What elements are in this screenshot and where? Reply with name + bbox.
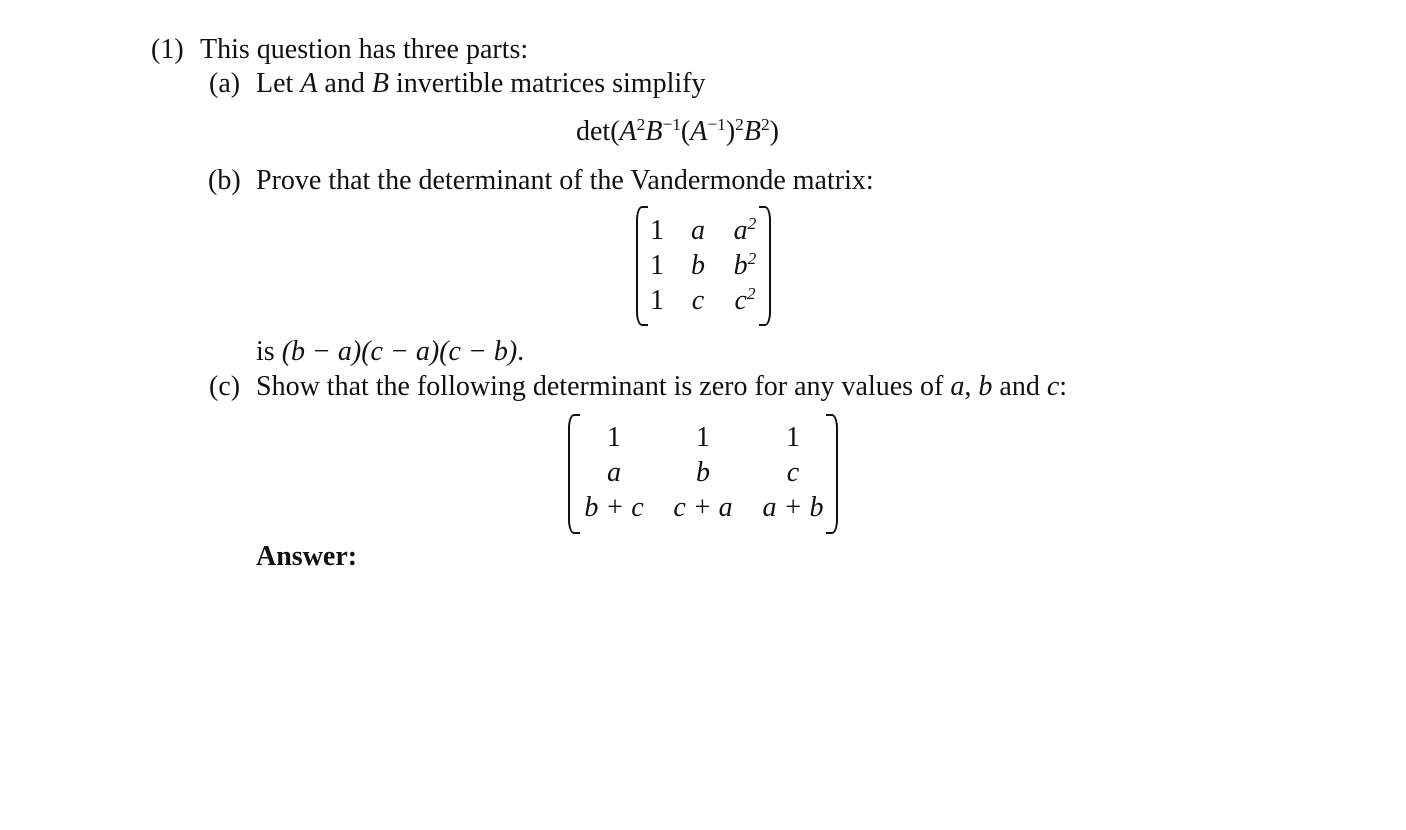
answer-label: Answer:: [256, 541, 358, 572]
matrix-cell: $c^2$: [734, 284, 756, 316]
part-c-text: Show that the following determinant is zero for any values of a, b and c:: [256, 371, 1068, 402]
matrix-cell: b + c: [584, 492, 644, 523]
part-b-label: (b): [208, 165, 241, 196]
zero-determinant-matrix: [568, 414, 838, 534]
part-b-result: is (b − a)(c − a)(c − b).: [256, 336, 525, 367]
matrix-cell: a: [691, 215, 705, 246]
matrix-cell: 1: [786, 422, 800, 453]
matrix-right-paren: [759, 206, 771, 326]
matrix-cell: 1: [696, 422, 710, 453]
matrix-cell: c + a: [673, 492, 733, 523]
matrix-cell: b: [696, 457, 710, 488]
matrix-cell: a: [607, 457, 621, 488]
matrix-cell: $b^2$: [733, 249, 757, 281]
matrix-cell: $a^2$: [733, 214, 757, 246]
part-a-text: Let A and B invertible matrices simplify: [256, 68, 706, 99]
matrix-cell: a + b: [762, 492, 824, 523]
matrix-cell: c: [786, 457, 800, 488]
matrix-cell: 1: [650, 215, 664, 246]
question-intro: This question has three parts:: [200, 34, 529, 65]
matrix-cell: 1: [607, 422, 621, 453]
part-b-text: Prove that the determinant of the Vandermonde matrix:: [256, 165, 874, 196]
matrix-left-paren: [568, 414, 580, 534]
question-number: (1): [151, 34, 184, 65]
matrix-cell: 1: [650, 285, 664, 316]
part-a-label: (a): [209, 68, 241, 99]
matrix-cell: 1: [650, 250, 664, 281]
part-a-expression: $\det(A^2B^{-1}(A^{-1})^2B^2)$: [576, 115, 779, 147]
vandermonde-matrix: [636, 206, 771, 326]
matrix-left-paren: [636, 206, 648, 326]
matrix-cell: c: [691, 285, 705, 316]
part-c-label: (c): [209, 371, 241, 402]
matrix-cell: b: [691, 250, 705, 281]
